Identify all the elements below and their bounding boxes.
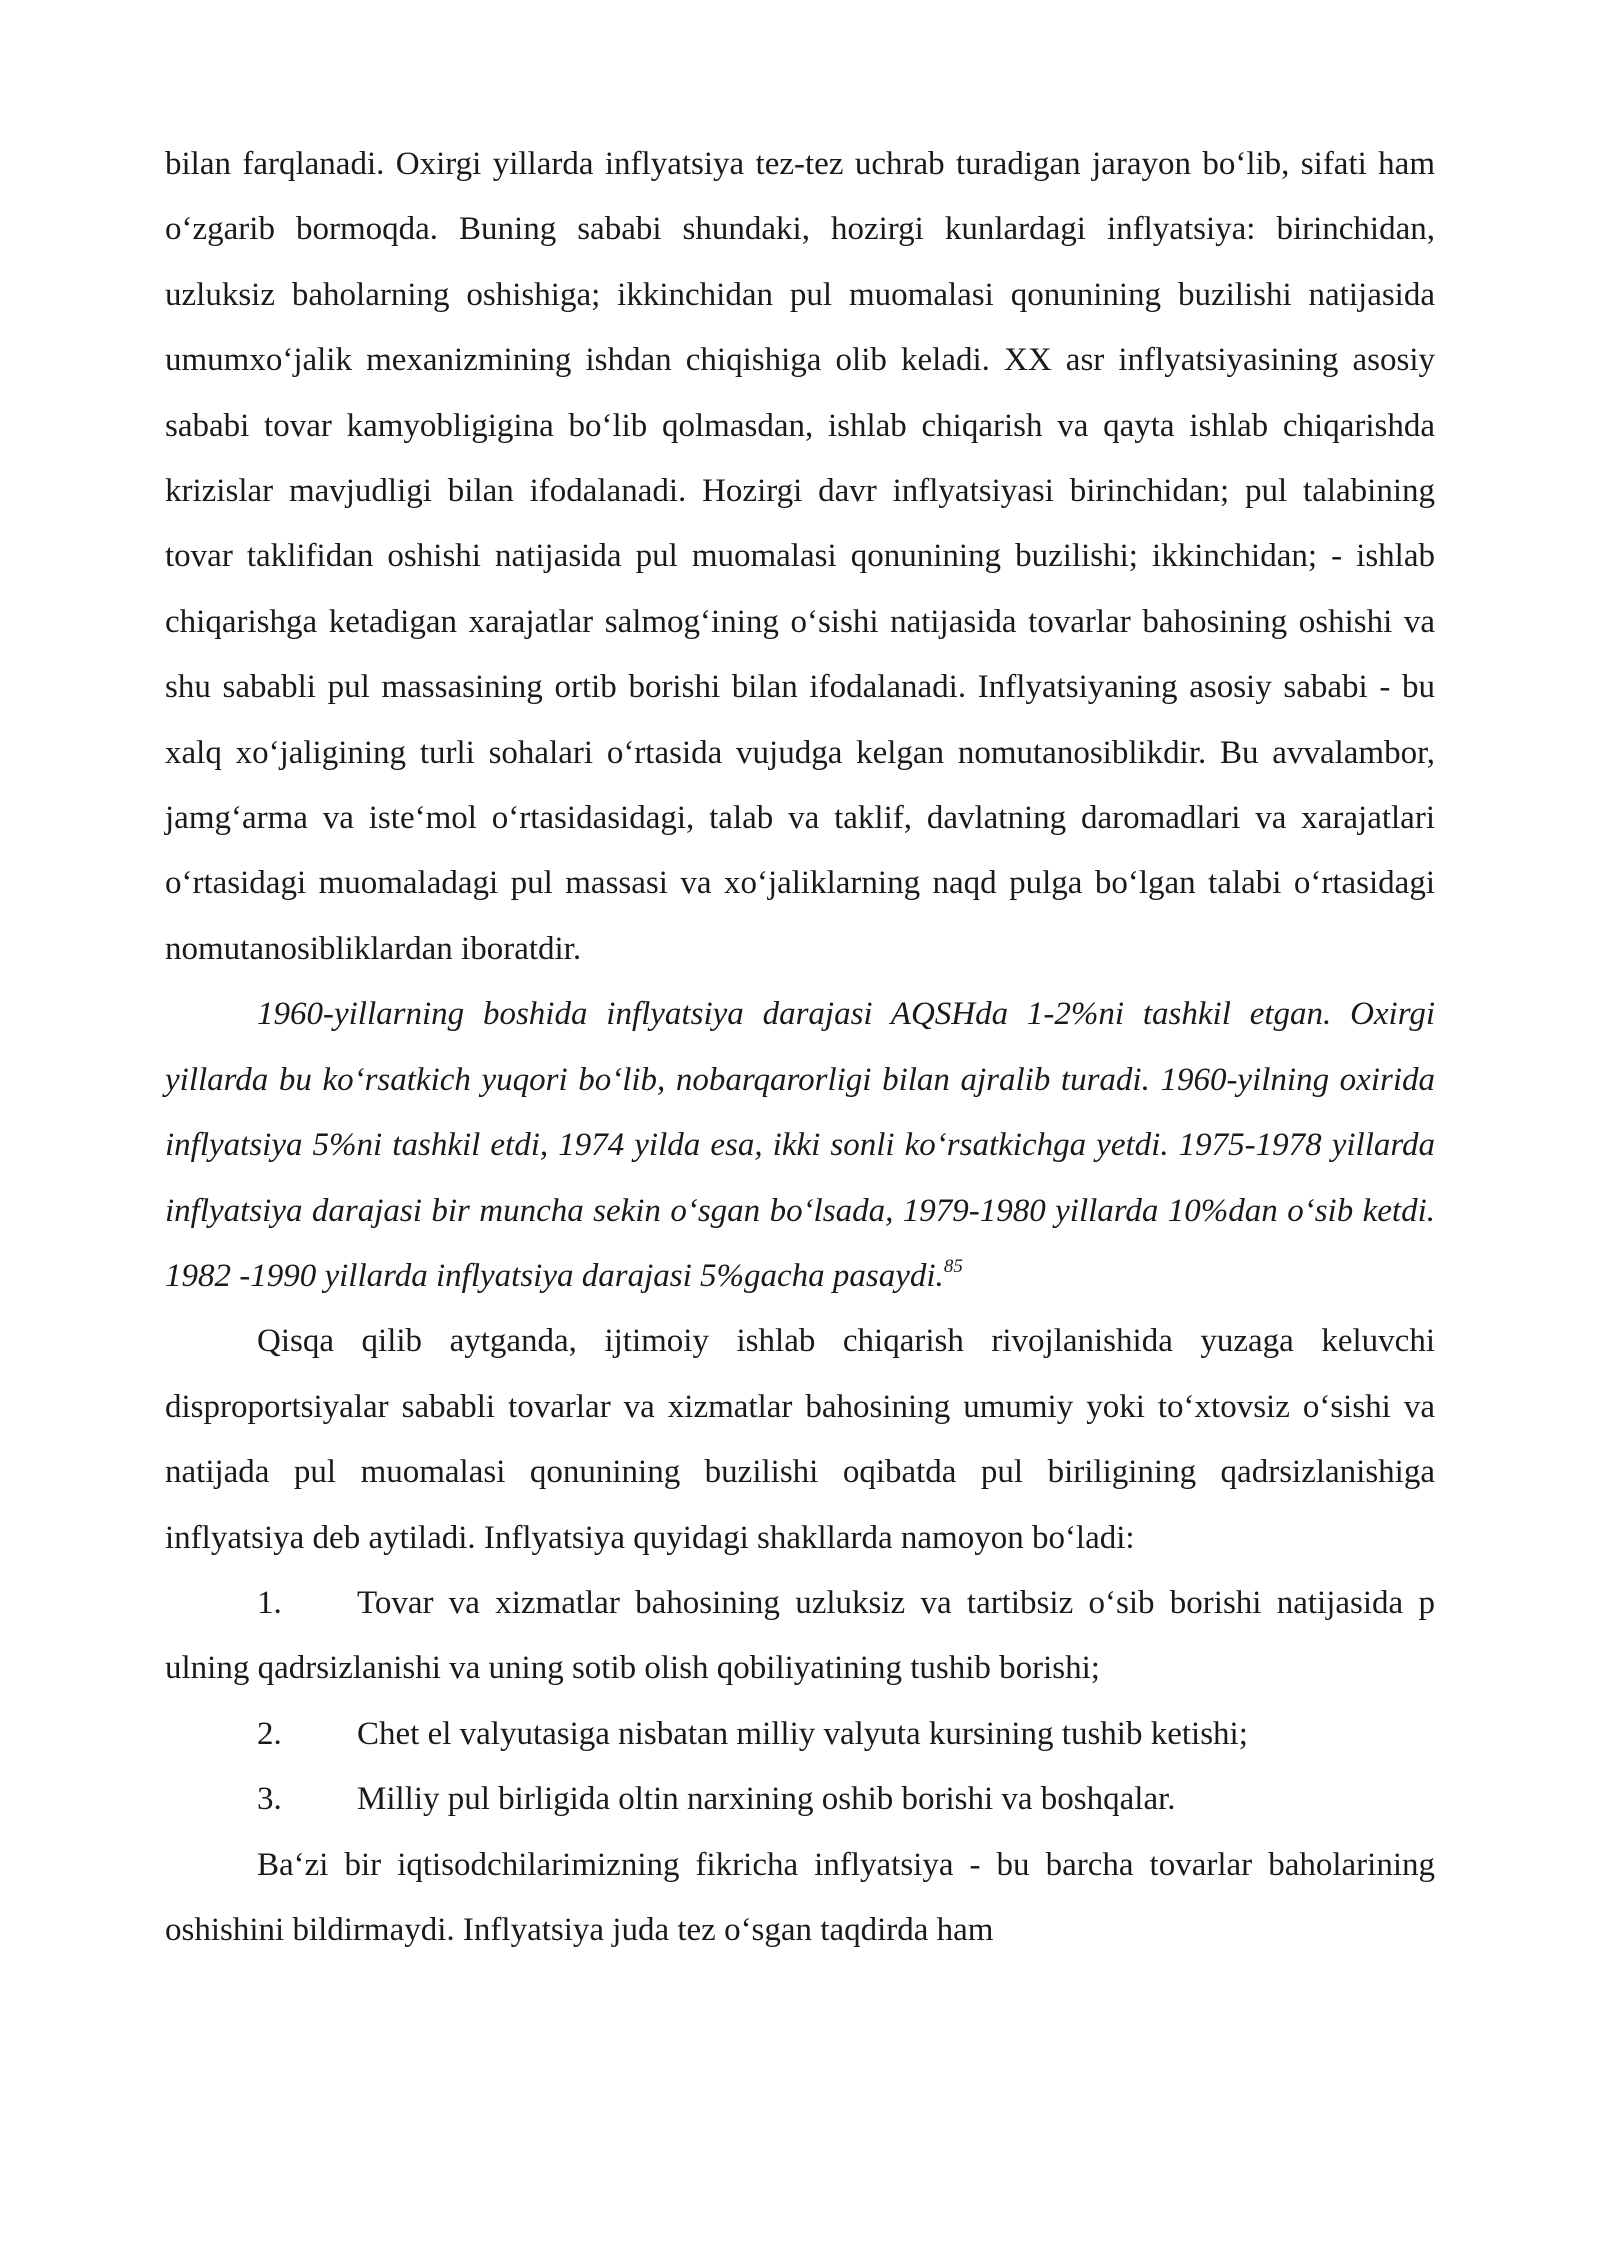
list-item-number: 1. (257, 1584, 282, 1621)
paragraph-inflation-history-text: 1960-yillarning boshida inflyatsiya darajasi AQSHda 1-2%ni tashkil etgan. Oxirgi yillarda bu ko‘rsatkich yuqori bo‘lib, nobarqarorligi bilan ajralib turadi. 1960-yilning oxirida inflyatsiya 5%ni tashkil etdi, 1974 yilda esa, ikki sonli ko‘rsatkichga yetdi. 1975-1978 yillarda inflyatsiya darajasi bir muncha sekin o‘sgan bo‘lsada, 1979-1980 yillarda 10%dan o‘sib ketdi. 1982 -1990 yillarda inflyatsiya darajasi 5%gacha pasaydi. (165, 996, 1435, 1294)
list-item (165, 1767, 1435, 1832)
list-item (165, 1702, 1435, 1767)
paragraph-inflation-history (165, 982, 1435, 1309)
paragraph-continuation: bilan farqlanadi. Oxirgi yillarda inflyatsiya tez-tez uchrab turadigan jarayon bo‘lib, sifati ham o‘zgarib bormoqda. Buning sababi shundaki, hozirgi kunlardagi inflyatsiya: birinchidan, uzluksiz baholarning oshishiga; ikkinchidan pul muomalasi qonunining buzilishi natijasida umumxo‘jalik mexanizmining ishdan chiqishiga olib keladi. XX asr inflyatsiyasining asosiy sababi tovar kamyobligigina bo‘lib qolmasdan, ishlab chiqarish va qayta ishlab chiqarishda krizislar mavjudligi bilan ifodalanadi. Hozirgi davr inflyatsiyasi birinchidan; pul talabining tovar taklifidan oshishi natijasida pul muomalasi qonunining buzilishi; ikkinchidan; - ishlab chiqarishga ketadigan xarajatlar salmog‘ining o‘sishi natijasida tovarlar bahosining oshishi va shu sababli pul massasining ortib borishi bilan ifodalanadi. Inflyatsiyaning asosiy sababi - bu xalq xo‘jaligining turli sohalari o‘rtasida vujudga kelgan nomutanosiblikdir. Bu avvalambor, jamg‘arma va iste‘mol o‘rtasidasidagi, talab va taklif, davlatning daromadlari va xarajatlari o‘rtasidagi muomaladagi pul massasi va xo‘jaliklarning naqd pulga bo‘lgan talabi o‘rtasidagi nomutanosibliklardan iboratdir. (165, 146, 1435, 967)
paragraph-definition: Qisqa qilib aytganda, ijtimoiy ishlab chiqarish rivojlanishida yuzaga keluvchi disproportsiyalar sababli tovarlar va xizmatlar bahosining umumiy yoki to‘xtovsiz o‘sishi va natijada pul muomalasi qonunining buzilishi oqibatda pul biriligining qadrsizlanishiga inflyatsiya deb aytiladi. Inflyatsiya quyidagi shakllarda namoyon bo‘ladi: (165, 1323, 1435, 1556)
list-item-number: 2. (257, 1715, 282, 1752)
list-item-number: 3. (257, 1781, 282, 1818)
list-item (165, 1571, 1435, 1702)
list-item-text: Tovar va xizmatlar bahosining uzluksiz va tartibsiz o‘sib borishi natijasida p ulning qadrsizlanishi va uning sotib olish qobiliyatining tushib borishi; (165, 1584, 1435, 1687)
footnote-reference: 85 (943, 1255, 963, 1277)
paragraph-opinion: Ba‘zi bir iqtisodchilarimizning fikricha inflyatsiya - bu barcha tovarlar baholarining oshishini bildirmaydi. Inflyatsiya juda tez o‘sgan taqdirda ham (165, 1846, 1435, 1948)
list-item-text: Chet el valyutasiga nisbatan milliy valyuta kursining tushib ketishi; (357, 1715, 1248, 1752)
document-body (165, 132, 1435, 1963)
list-item-text: Milliy pul birligida oltin narxining oshib borishi va boshqalar. (357, 1781, 1176, 1818)
